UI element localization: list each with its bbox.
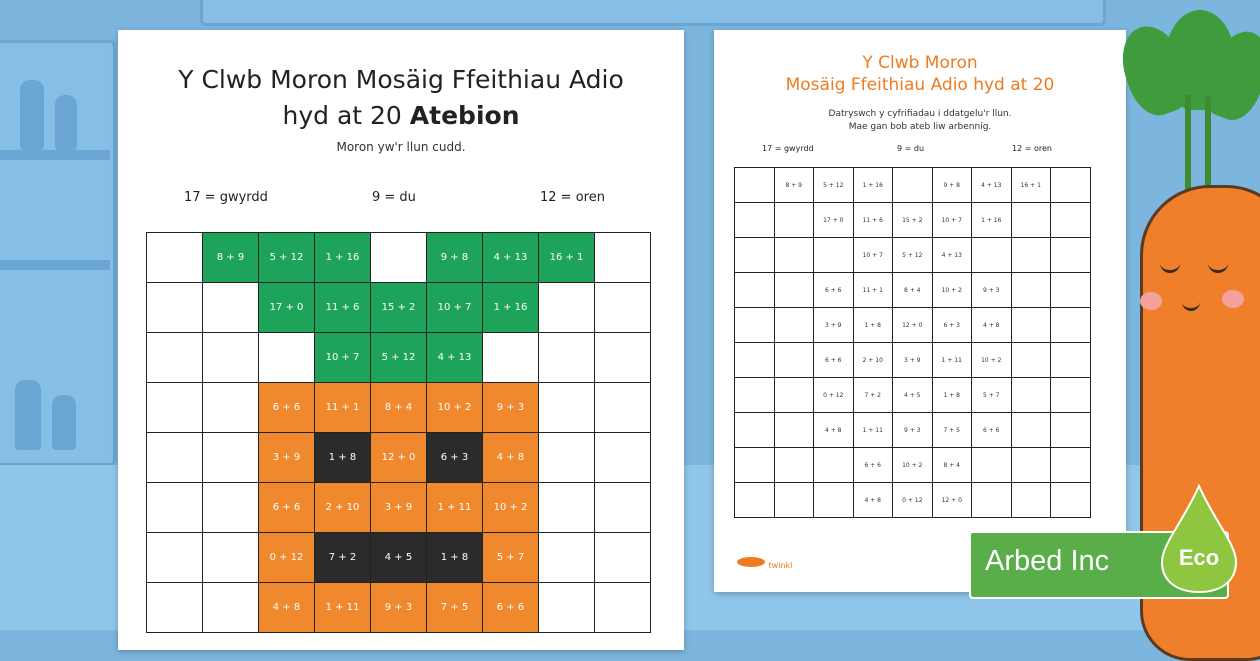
twinkl-logo <box>736 556 792 570</box>
key-orange: 12 = oren <box>1012 144 1052 153</box>
grid-cell <box>539 533 595 583</box>
grid-cell: 3 + 9 <box>814 308 854 343</box>
carrot-stem <box>1205 95 1211 195</box>
key-black: 9 = du <box>372 190 416 205</box>
grid-cell: 10 + 7 <box>315 333 371 383</box>
grid-cell: 10 + 2 <box>893 448 933 483</box>
grid-cell: 7 + 2 <box>315 533 371 583</box>
grid-cell <box>147 433 203 483</box>
grid-cell <box>595 533 651 583</box>
grid-cell: 5 + 12 <box>371 333 427 383</box>
grid-cell: 4 + 8 <box>972 308 1012 343</box>
grid-cell: 12 + 0 <box>893 308 933 343</box>
grid-cell: 17 + 0 <box>814 203 854 238</box>
grid-cell <box>203 583 259 633</box>
grid-row <box>147 283 651 333</box>
grid-cell: 6 + 6 <box>483 583 539 633</box>
grid-cell: 1 + 16 <box>972 203 1012 238</box>
grid-cell <box>1011 448 1051 483</box>
grid-cell <box>1051 238 1091 273</box>
grid-cell: 5 + 12 <box>893 238 933 273</box>
grid-cell: 9 + 3 <box>893 413 933 448</box>
grid-cell: 4 + 8 <box>483 433 539 483</box>
grid-cell <box>539 433 595 483</box>
grid-cell <box>539 583 595 633</box>
grid-cell: 1 + 8 <box>932 378 972 413</box>
grid-cell <box>1011 413 1051 448</box>
grid-row <box>735 203 1091 238</box>
title-line-1: Y Clwb Moron Mosäig Ffeithiau Adio <box>178 65 624 94</box>
grid-cell <box>147 483 203 533</box>
grid-cell <box>1011 343 1051 378</box>
grid-cell: 7 + 2 <box>853 378 893 413</box>
grid-row <box>735 238 1091 273</box>
grid-cell <box>147 233 203 283</box>
grid-cell: 4 + 13 <box>427 333 483 383</box>
grid-row <box>735 413 1091 448</box>
worksheet <box>714 30 1126 592</box>
grid-cell: 6 + 6 <box>259 383 315 433</box>
grid-cell: 1 + 8 <box>427 533 483 583</box>
page-title <box>118 62 684 134</box>
grid-cell: 5 + 7 <box>483 533 539 583</box>
subtitle: Moron yw'r llun cudd. <box>336 140 466 154</box>
grid-cell: 11 + 6 <box>853 203 893 238</box>
grid-cell: 8 + 9 <box>774 168 814 203</box>
grid-cell <box>735 168 775 203</box>
grid-cell: 11 + 1 <box>315 383 371 433</box>
grid-cell: 0 + 12 <box>893 483 933 518</box>
grid-cell <box>203 283 259 333</box>
background-bottle <box>52 395 76 450</box>
grid-cell <box>1051 343 1091 378</box>
grid-cell <box>595 233 651 283</box>
carrot-cheek <box>1222 290 1244 308</box>
grid-cell: 9 + 8 <box>932 168 972 203</box>
grid-row <box>147 433 651 483</box>
key-green: 17 = gwyrdd <box>762 144 814 153</box>
grid-cell: 1 + 16 <box>483 283 539 333</box>
instructions-line-2: Mae gan bob ateb liw arbennig. <box>848 122 992 132</box>
grid-cell <box>147 333 203 383</box>
grid-cell <box>774 203 814 238</box>
grid-cell: 9 + 8 <box>427 233 483 283</box>
grid-cell: 5 + 7 <box>972 378 1012 413</box>
grid-cell <box>774 238 814 273</box>
grid-cell <box>972 483 1012 518</box>
grid-cell: 15 + 2 <box>371 283 427 333</box>
background-window <box>200 0 1106 26</box>
water-drop-icon <box>1160 484 1238 594</box>
grid-cell <box>1011 483 1051 518</box>
grid-cell: 1 + 16 <box>853 168 893 203</box>
grid-row <box>147 483 651 533</box>
grid-cell: 0 + 12 <box>259 533 315 583</box>
grid-cell <box>539 483 595 533</box>
grid-cell <box>203 383 259 433</box>
title-bold: Atebion <box>409 101 520 130</box>
grid-cell <box>595 383 651 433</box>
grid-row <box>147 333 651 383</box>
grid-cell <box>203 433 259 483</box>
grid-cell <box>735 238 775 273</box>
worksheet-title-line-1: Y Clwb Moron <box>862 53 978 73</box>
grid-cell <box>1051 203 1091 238</box>
grid-cell <box>1051 308 1091 343</box>
grid-cell <box>774 483 814 518</box>
key-black: 9 = du <box>897 144 925 153</box>
grid-cell: 16 + 1 <box>1011 168 1051 203</box>
grid-cell: 4 + 8 <box>259 583 315 633</box>
grid-cell <box>483 333 539 383</box>
grid-cell <box>1011 378 1051 413</box>
grid-cell <box>735 413 775 448</box>
grid-row <box>147 533 651 583</box>
grid-cell <box>774 413 814 448</box>
grid-cell: 6 + 6 <box>814 273 854 308</box>
logo-text: twinkl <box>768 561 793 570</box>
grid-cell <box>774 378 814 413</box>
grid-row <box>735 448 1091 483</box>
grid-row <box>735 343 1091 378</box>
grid-cell <box>595 333 651 383</box>
key-green: 17 = gwyrdd <box>184 190 268 205</box>
instructions-line-1: Datryswch y cyfrifiadau i ddatgelu'r llun. <box>828 109 1012 119</box>
grid-cell: 8 + 9 <box>203 233 259 283</box>
grid-cell <box>147 533 203 583</box>
grid-cell <box>735 273 775 308</box>
grid-row <box>735 308 1091 343</box>
grid-cell: 2 + 10 <box>853 343 893 378</box>
grid-cell: 6 + 6 <box>972 413 1012 448</box>
background-bottle <box>55 95 77 150</box>
grid-cell: 6 + 6 <box>814 343 854 378</box>
grid-row <box>735 378 1091 413</box>
grid-cell: 7 + 5 <box>427 583 483 633</box>
grid-row <box>147 233 651 283</box>
grid-cell <box>203 533 259 583</box>
background-shelf <box>0 260 110 270</box>
grid-cell <box>1051 483 1091 518</box>
grid-cell <box>1051 448 1091 483</box>
grid-cell: 11 + 6 <box>315 283 371 333</box>
grid-cell <box>203 333 259 383</box>
grid-cell: 4 + 5 <box>371 533 427 583</box>
grid-cell: 9 + 3 <box>972 273 1012 308</box>
grid-cell <box>735 378 775 413</box>
grid-cell: 10 + 2 <box>972 343 1012 378</box>
grid-cell <box>147 383 203 433</box>
grid-cell: 3 + 9 <box>371 483 427 533</box>
grid-cell <box>735 203 775 238</box>
background-bottle <box>20 80 44 150</box>
grid-cell <box>1051 413 1091 448</box>
grid-cell <box>774 308 814 343</box>
grid-cell: 8 + 4 <box>371 383 427 433</box>
grid-row <box>147 583 651 633</box>
grid-cell <box>774 273 814 308</box>
badge-eco-label: Eco <box>1178 545 1220 570</box>
grid-cell: 4 + 8 <box>814 413 854 448</box>
grid-cell <box>203 483 259 533</box>
background-shelf <box>0 150 110 160</box>
grid-cell: 0 + 12 <box>814 378 854 413</box>
grid-cell <box>735 343 775 378</box>
grid-cell <box>259 333 315 383</box>
grid-cell: 12 + 0 <box>371 433 427 483</box>
grid-cell: 7 + 5 <box>932 413 972 448</box>
grid-cell: 1 + 11 <box>932 343 972 378</box>
grid-cell: 8 + 4 <box>893 273 933 308</box>
grid-cell: 10 + 7 <box>853 238 893 273</box>
grid-cell <box>814 238 854 273</box>
mosaic-grid-answers <box>146 232 651 633</box>
grid-cell: 10 + 2 <box>427 383 483 433</box>
grid-cell: 1 + 16 <box>315 233 371 283</box>
grid-cell <box>595 433 651 483</box>
carrot-stem <box>1185 95 1191 195</box>
grid-cell <box>539 333 595 383</box>
grid-cell <box>539 283 595 333</box>
grid-cell <box>735 308 775 343</box>
grid-cell <box>735 448 775 483</box>
grid-cell <box>735 483 775 518</box>
grid-cell <box>1051 273 1091 308</box>
grid-cell <box>1051 168 1091 203</box>
grid-cell: 10 + 2 <box>483 483 539 533</box>
grid-cell: 5 + 12 <box>259 233 315 283</box>
grid-cell: 4 + 13 <box>972 168 1012 203</box>
grid-cell <box>147 283 203 333</box>
grid-cell: 1 + 11 <box>853 413 893 448</box>
grid-cell <box>1011 308 1051 343</box>
grid-cell: 6 + 3 <box>932 308 972 343</box>
grid-cell: 9 + 3 <box>371 583 427 633</box>
instructions <box>714 108 1126 134</box>
key-orange: 12 = oren <box>540 190 605 205</box>
title-line-2 <box>118 98 684 134</box>
grid-row <box>147 383 651 433</box>
grid-cell: 17 + 0 <box>259 283 315 333</box>
grid-cell <box>814 483 854 518</box>
grid-cell <box>147 583 203 633</box>
grid-cell <box>539 383 595 433</box>
grid-cell <box>774 343 814 378</box>
mosaic-grid-worksheet <box>734 167 1091 518</box>
grid-cell: 10 + 2 <box>932 273 972 308</box>
grid-cell <box>595 583 651 633</box>
grid-cell: 11 + 1 <box>853 273 893 308</box>
grid-cell <box>1011 238 1051 273</box>
grid-row <box>735 273 1091 308</box>
grid-cell <box>972 238 1012 273</box>
grid-cell <box>1011 203 1051 238</box>
grid-cell: 8 + 4 <box>932 448 972 483</box>
grid-cell: 4 + 5 <box>893 378 933 413</box>
grid-cell: 4 + 13 <box>932 238 972 273</box>
grid-cell: 1 + 8 <box>315 433 371 483</box>
grid-cell: 1 + 8 <box>853 308 893 343</box>
grid-cell: 3 + 9 <box>259 433 315 483</box>
grid-row <box>735 168 1091 203</box>
answer-sheet <box>118 30 684 650</box>
grid-cell <box>893 168 933 203</box>
grid-cell: 12 + 0 <box>932 483 972 518</box>
background-bottle <box>15 380 41 450</box>
grid-cell: 4 + 8 <box>853 483 893 518</box>
grid-cell: 15 + 2 <box>893 203 933 238</box>
badge-brand: Arbed Inc <box>985 545 1110 577</box>
grid-cell: 16 + 1 <box>539 233 595 283</box>
grid-cell: 4 + 13 <box>483 233 539 283</box>
grid-cell: 2 + 10 <box>315 483 371 533</box>
grid-cell <box>1051 378 1091 413</box>
grid-cell: 1 + 11 <box>315 583 371 633</box>
grid-cell <box>595 483 651 533</box>
grid-cell <box>774 448 814 483</box>
grid-cell <box>1011 273 1051 308</box>
grid-cell <box>814 448 854 483</box>
title-plain: hyd at 20 <box>282 101 410 130</box>
grid-cell: 6 + 3 <box>427 433 483 483</box>
grid-cell <box>972 448 1012 483</box>
grid-cell: 1 + 11 <box>427 483 483 533</box>
grid-row <box>735 483 1091 518</box>
grid-cell: 6 + 6 <box>259 483 315 533</box>
grid-cell: 6 + 6 <box>853 448 893 483</box>
grid-cell: 5 + 12 <box>814 168 854 203</box>
grid-cell <box>595 283 651 333</box>
grid-cell <box>371 233 427 283</box>
grid-cell: 9 + 3 <box>483 383 539 433</box>
grid-cell: 10 + 7 <box>932 203 972 238</box>
grid-cell: 10 + 7 <box>427 283 483 333</box>
twinkl-star-icon <box>736 556 766 568</box>
carrot-cheek <box>1140 292 1162 310</box>
grid-cell: 3 + 9 <box>893 343 933 378</box>
worksheet-title <box>714 52 1126 96</box>
worksheet-title-line-2: Mosäig Ffeithiau Adio hyd at 20 <box>785 75 1055 95</box>
